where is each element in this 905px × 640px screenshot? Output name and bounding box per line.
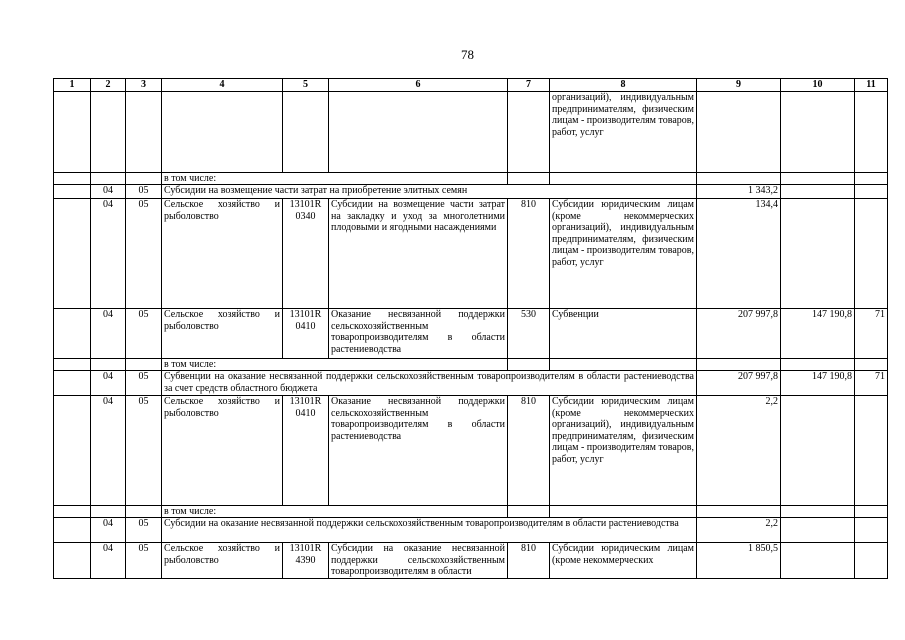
expense-type-code: 810 xyxy=(508,543,550,579)
table-row xyxy=(54,543,888,579)
section-name: Сельское хозяйство и рыболовство xyxy=(162,543,283,579)
amount-col10 xyxy=(781,396,855,506)
table-row xyxy=(54,173,888,185)
section-code: 04 xyxy=(91,199,126,309)
column-header: 1 xyxy=(54,79,91,92)
amount-col9: 2,2 xyxy=(697,518,781,543)
amount-col10 xyxy=(781,92,855,173)
including-label: в том числе: xyxy=(162,359,508,371)
expense-type-code xyxy=(508,92,550,173)
target-code xyxy=(283,92,329,173)
subsection-code: 05 xyxy=(126,185,162,199)
budget-table xyxy=(53,78,888,579)
table-row xyxy=(54,518,888,543)
expense-type-code: 810 xyxy=(508,396,550,506)
amount-col10 xyxy=(781,199,855,309)
amount-col10: 147 190,8 xyxy=(781,309,855,359)
expense-type-name: Субсидии юридическим лицам (кроме некоммерческих xyxy=(550,543,697,579)
expense-description: Субсидии на оказание несвязанной поддержки сельскохозяйственным товаропроизводителям в области xyxy=(329,543,508,579)
section-code: 04 xyxy=(91,396,126,506)
section-code: 04 xyxy=(91,185,126,199)
table-row xyxy=(54,199,888,309)
column-header: 9 xyxy=(697,79,781,92)
subsection-code: 05 xyxy=(126,199,162,309)
table-row xyxy=(54,359,888,371)
amount-col11 xyxy=(855,518,888,543)
amount-col11 xyxy=(855,396,888,506)
column-header: 6 xyxy=(329,79,508,92)
section-name: Сельское хозяйство и рыболовство xyxy=(162,199,283,309)
amount-col9: 1 850,5 xyxy=(697,543,781,579)
expense-type-code: 810 xyxy=(508,199,550,309)
target-code: 13101R 0340 xyxy=(283,199,329,309)
section-code: 04 xyxy=(91,518,126,543)
amount-col11 xyxy=(855,92,888,173)
table-row xyxy=(54,309,888,359)
section-code xyxy=(91,92,126,173)
amount-col11: 71 xyxy=(855,309,888,359)
section-name: Сельское хозяйство и рыболовство xyxy=(162,396,283,506)
section-code: 04 xyxy=(91,371,126,396)
subsidy-description: Субсидии на оказание несвязанной поддержки сельскохозяйственным товаропроизводителям в области растениеводства xyxy=(162,518,697,543)
including-label: в том числе: xyxy=(162,173,508,185)
amount-col11: 71 xyxy=(855,371,888,396)
section-code: 04 xyxy=(91,309,126,359)
column-header: 4 xyxy=(162,79,283,92)
section-name xyxy=(162,92,283,173)
table-row xyxy=(54,371,888,396)
column-header: 7 xyxy=(508,79,550,92)
expense-type-name: Субсидии юридическим лицам (кроме некоммерческих организаций), индивидуальным предпринимателям, физическим лицам - производителям товаров, работ, услуг xyxy=(550,396,697,506)
subsection-code: 05 xyxy=(126,543,162,579)
amount-col9: 207 997,8 xyxy=(697,371,781,396)
amount-col9: 207 997,8 xyxy=(697,309,781,359)
column-header: 3 xyxy=(126,79,162,92)
table-row xyxy=(54,396,888,506)
page-number: 78 xyxy=(461,47,474,62)
column-header: 8 xyxy=(550,79,697,92)
expense-description: Оказание несвязанной поддержки сельскохозяйственным товаропроизводителям в области растениеводства xyxy=(329,396,508,506)
expense-description: Оказание несвязанной поддержки сельскохозяйственным товаропроизводителям в области растениеводства xyxy=(329,309,508,359)
subsidy-description: Субвенции на оказание несвязанной поддержки сельскохозяйственным товаропроизводителям в области растениеводства за счет средств областного бюджета xyxy=(162,371,697,396)
expense-description xyxy=(329,92,508,173)
subsection-code: 05 xyxy=(126,396,162,506)
section-name: Сельское хозяйство и рыболовство xyxy=(162,309,283,359)
target-code: 13101R 0410 xyxy=(283,309,329,359)
expense-type-name: Субвенции xyxy=(550,309,697,359)
amount-col11 xyxy=(855,543,888,579)
table-row xyxy=(54,506,888,518)
including-label: в том числе: xyxy=(162,506,508,518)
expense-type-code: 530 xyxy=(508,309,550,359)
expense-description: Субсидии на возмещение части затрат на закладку и уход за многолетними плодовыми и ягодными насаждениями xyxy=(329,199,508,309)
amount-col9 xyxy=(697,92,781,173)
expense-type-name: Субсидии юридическим лицам (кроме некоммерческих организаций), индивидуальным предпринимателям, физическим лицам - производителям товаров, работ, услуг xyxy=(550,199,697,309)
subsection-code: 05 xyxy=(126,309,162,359)
amount-col10 xyxy=(781,518,855,543)
column-header: 5 xyxy=(283,79,329,92)
table-row xyxy=(54,185,888,199)
amount-col9: 1 343,2 xyxy=(697,185,781,199)
amount-col10: 147 190,8 xyxy=(781,371,855,396)
subsection-code: 05 xyxy=(126,371,162,396)
table-row xyxy=(54,92,888,173)
amount-col11 xyxy=(855,199,888,309)
subsection-code xyxy=(126,92,162,173)
column-header-row xyxy=(54,79,888,92)
column-header: 11 xyxy=(855,79,888,92)
column-header: 10 xyxy=(781,79,855,92)
target-code: 13101R 0410 xyxy=(283,396,329,506)
amount-col10 xyxy=(781,543,855,579)
target-code: 13101R 4390 xyxy=(283,543,329,579)
subsidy-description: Субсидии на возмещение части затрат на приобретение элитных семян xyxy=(162,185,697,199)
amount-col9: 134,4 xyxy=(697,199,781,309)
amount-col11 xyxy=(855,185,888,199)
subsection-code: 05 xyxy=(126,518,162,543)
section-code: 04 xyxy=(91,543,126,579)
column-header: 2 xyxy=(91,79,126,92)
amount-col10 xyxy=(781,185,855,199)
amount-col9: 2,2 xyxy=(697,396,781,506)
expense-type-name: организаций), индивидуальным предпринимателям, физическим лицам - производителям товаров, работ, услуг xyxy=(550,92,697,173)
